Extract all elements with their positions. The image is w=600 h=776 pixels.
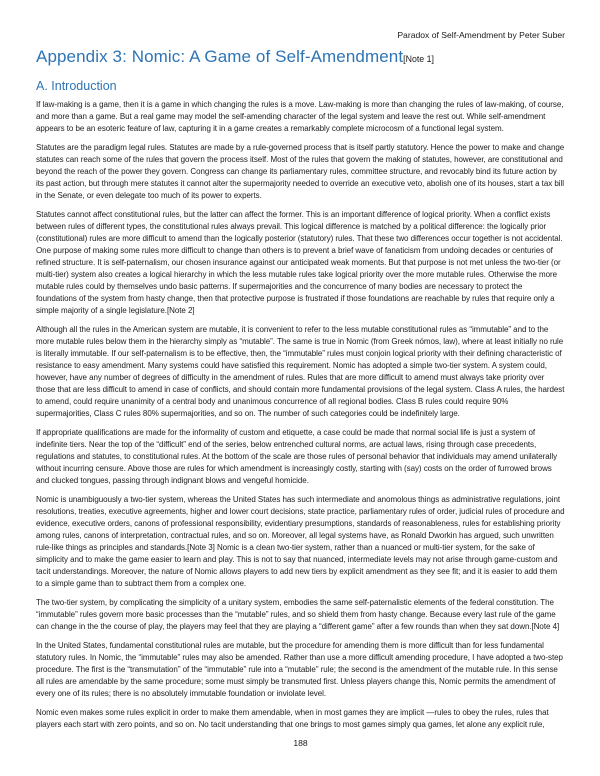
- paragraph: Statutes cannot affect constitutional rules, but the latter can affect the former. This is an important difference of logical priority. When a conflict exists between rules of different types, the constitutional rules always prevail. This logical difference is matched by a political difference: the logically prior (constitutional) rules are more difficult to amend than the logically posterior (statutory) rules. That these two differences occur together is not accidental. One purpose of making some rules more difficult to change than others is to prevent a brief wave of fanaticism from undoing decades or centuries of refined structure. It is self-paternalism, our chosen insurance against our anticipated weak moments. But that purpose is not met unless the two-tier (or multi-tier) system also creates a logical hierarchy in which the less mutable rules take logical priority over the more mutable rules. Otherwise the more mutable rules could by themselves undo basic patterns. If supermajorities and the concurrence of many bodies are necessary to protect the foundations of the system from hasty change, then that protective purpose is frustrated if those foundations are reachable by rules that require only a simple majority of a single legislature.[Note 2]: [36, 210, 563, 315]
- paragraph: In the United States, fundamental constitutional rules are mutable, but the procedure for amending them is more difficult than for less fundamental statutory rules. In Nomic, the “immutable” rules may also be amended. Rather than use a more difficult amending procedure, I have adopted a two-step procedure. The first is the “transmutation” of the “immutable” rule into a “mutable” rule; the second is the amendment of the mutable rule. In this sense all rules are amendable by the same procedure; some must simply be transmuted first. Unless players change this, Nomic permits the amendment of every one of its rules; there is no absolutely immutable foundation or inviolate level.: [36, 641, 563, 698]
- paragraph: Statutes are the paradigm legal rules. Statutes are made by a rule-governed process that is itself partly statutory. Hence the power to make and change statutes can reach some of the rules that govern the process itself. Most of the rules that govern the making of statutes, however, are constitutional and beyond the reach of the power they govern. Congress can change its parliamentary rules, committee structure, and revocably bind its future action by its past action, but through mere statutes it cannot alter the supermajority needed to override an executive veto, abolish one of its houses, start a tax bill in the Senate, or even delegate too much of its power to experts.: [36, 143, 565, 200]
- running-header: Paradox of Self-Amendment by Peter Suber: [397, 30, 565, 40]
- title-note-reference: [Note 1]: [403, 54, 434, 64]
- paragraph: The two-tier system, by complicating the simplicity of a unitary system, embodies the same self-paternalistic elements of the federal constitution. The “immutable” rules govern more basic processes than the “mutable” rules, and so shield them from hasty change. Because every last rule of the game can change in the the course of play, the players may feel that they are playing a “different game” after a few rounds than when they sat down.[Note 4]: [36, 598, 560, 631]
- page-number: 188: [293, 738, 308, 748]
- section-heading: A. Introduction: [36, 79, 117, 93]
- page-title: [36, 47, 565, 69]
- paragraph: Although all the rules in the American system are mutable, it is convenient to refer to the less mutable constitutional rules as “immutable” and to the more mutable rules below them in the hierarchy simply as “mutable”. The same is true in Nomic (from Greek nómos, law), where at least initially no rule is literally immutable. If our self-paternalism is to be effective, then, the “immutable” rules must conjoin logical priority with their defining characteristic of resistance to easy amendment. Many systems could have satisfied this requirement. Nomic has adopted a simple two-tier system. A system could, however, have any number of degrees of difficulty in the amendment of rules. Rules that are more difficult to amend must always take priority over those that are less difficult to amend in case of conflicts, and should contain more fundamental provisions of the legal system. Class A rules, the hardest to amend, could require unanimity of a central body and unanimous concurrence of all regional bodies. Class B rules could require 90% supermajorities, Class C rules 80% supermajorities, and so on. The number of such categories could be indefinitely large.: [36, 325, 565, 418]
- article-body: [36, 99, 565, 731]
- paragraph: Nomic is unambiguously a two-tier system, whereas the United States has such intermediate and anomolous things as administrative regulations, joint resolutions, treaties, executive agreements, higher and lower court decisions, state practice, parliamentary rules of order, judicial rules of procedure and evidence, executive orders, canons of professional responsibility, evidentiary presumptions, standards of reasonableness, rules for establishing priority among rules, canons of interpretation, contractual rules, and so on. Moreover, all legal systems have, as Ronald Dworkin has argued, such unwritten rule-like things as principles and standards.[Note 3] Nomic is a clean two-tier system, rather than a nuanced or multi-tier system, for the sake of simplicity and to make the game easier to learn and play. This is not to say that nuanced, intermediate levels may not arise through game-custom and tacit understandings. Moreover, the nature of Nomic allows players to add new tiers by explicit amendment as they see fit; and it is easier to add them to a simple game than to subtract them from a complex one.: [36, 495, 565, 588]
- paragraph: If law-making is a game, then it is a game in which changing the rules is a move. Law-making is more than changing the rules of law-making, of course, and more than a game. But a real game may model the self-amending character of the legal system and leave the rest out. While self-amendment appears to be an esoteric feature of law, capturing it in a game creates a remarkably complete microcosm of a functional legal system.: [36, 100, 564, 133]
- paragraph: Nomic even makes some rules explicit in order to make them amendable, when in most games they are implicit —rules to obey the rules, rules that players each start with zero points, and so on. No tacit understanding that one brings to most games simply qua games, let alone any explicit rule,: [36, 708, 549, 729]
- page-title-text: Appendix 3: Nomic: A Game of Self-Amendment: [36, 47, 404, 66]
- paragraph: If appropriate qualifications are made for the informality of custom and etiquette, a case could be made that normal social life is just a system of indefinite tiers. Near the top of the “difficult” end of the series, below entrenched cultural norms, are actual laws, rising through case precedents, regulations and statutes, to constitutional rules. At the bottom of the scale are those rules of personal behavior that individuals may amend unilaterally without incurring censure. Above those are rules for which amendment is increasingly costly, starting with (say) costs on the order of furrowed brows and clucked tongues, passing through indignant blows and vengeful homicide.: [36, 428, 558, 485]
